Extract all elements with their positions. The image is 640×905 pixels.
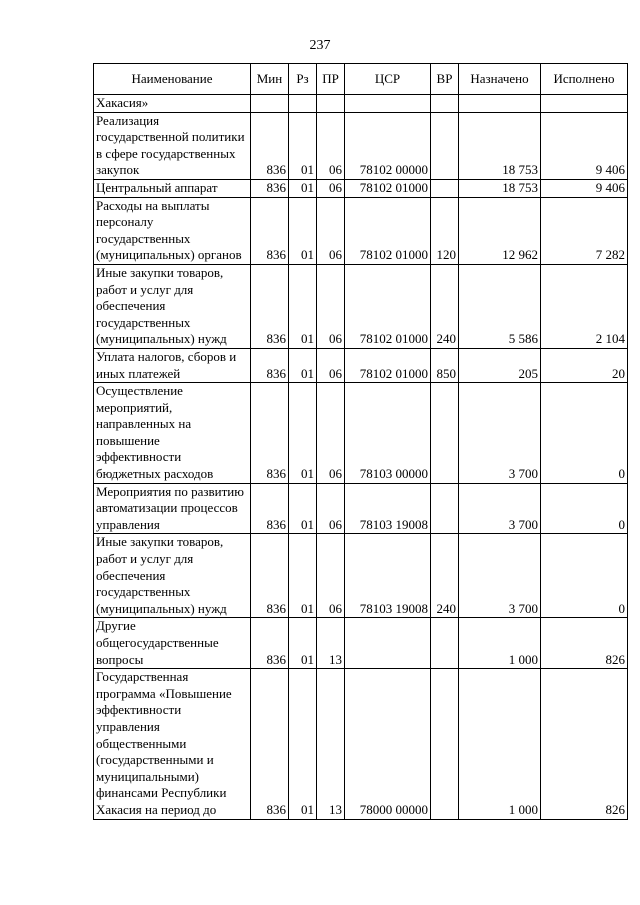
- cell-rz: 01: [289, 112, 317, 179]
- cell-min: 836: [251, 383, 289, 484]
- cell-pr: 13: [317, 618, 345, 669]
- cell-assigned: [459, 95, 541, 113]
- cell-executed: 0: [541, 483, 628, 534]
- cell-executed: 826: [541, 618, 628, 669]
- cell-rz: 01: [289, 264, 317, 348]
- cell-min: 836: [251, 483, 289, 534]
- cell-pr: 06: [317, 348, 345, 382]
- cell-name: Иные закупки товаров, работ и услуг для обеспечения государственных (муниципальных) нужд: [94, 534, 251, 618]
- cell-vr: [431, 618, 459, 669]
- cell-csr: [345, 95, 431, 113]
- cell-pr: 06: [317, 483, 345, 534]
- cell-min: 836: [251, 534, 289, 618]
- cell-pr: 06: [317, 112, 345, 179]
- cell-vr: [431, 179, 459, 197]
- table-row: [94, 112, 628, 179]
- cell-vr: [431, 483, 459, 534]
- cell-csr: 78102 00000: [345, 112, 431, 179]
- cell-name: Государственная программа «Повышение эффективности управления общественными (государственными и муниципальными) финансами Республики Хакасия на период до: [94, 669, 251, 819]
- cell-executed: 0: [541, 383, 628, 484]
- cell-assigned: 3 700: [459, 383, 541, 484]
- cell-executed: 2 104: [541, 264, 628, 348]
- col-header-vr: ВР: [431, 64, 459, 95]
- cell-vr: [431, 112, 459, 179]
- cell-rz: 01: [289, 348, 317, 382]
- table-row: [94, 264, 628, 348]
- table-row: [94, 197, 628, 264]
- cell-rz: [289, 95, 317, 113]
- table-row: [94, 669, 628, 819]
- cell-rz: 01: [289, 197, 317, 264]
- cell-pr: 06: [317, 383, 345, 484]
- cell-executed: 826: [541, 669, 628, 819]
- cell-min: 836: [251, 348, 289, 382]
- cell-csr: [345, 618, 431, 669]
- table-row: [94, 348, 628, 382]
- cell-executed: 0: [541, 534, 628, 618]
- cell-executed: 9 406: [541, 179, 628, 197]
- cell-rz: 01: [289, 669, 317, 819]
- col-header-pr: ПР: [317, 64, 345, 95]
- cell-vr: [431, 669, 459, 819]
- cell-min: 836: [251, 197, 289, 264]
- cell-pr: 06: [317, 197, 345, 264]
- cell-min: 836: [251, 179, 289, 197]
- cell-assigned: 12 962: [459, 197, 541, 264]
- cell-pr: [317, 95, 345, 113]
- cell-vr: 240: [431, 534, 459, 618]
- cell-csr: 78103 19008: [345, 534, 431, 618]
- cell-vr: 120: [431, 197, 459, 264]
- budget-table: [93, 63, 628, 820]
- cell-pr: 06: [317, 264, 345, 348]
- cell-rz: 01: [289, 383, 317, 484]
- cell-min: 836: [251, 669, 289, 819]
- table-row: [94, 534, 628, 618]
- table-row: [94, 179, 628, 197]
- cell-csr: 78103 19008: [345, 483, 431, 534]
- cell-name: Расходы на выплаты персоналу государственных (муниципальных) органов: [94, 197, 251, 264]
- col-header-executed: Исполнено: [541, 64, 628, 95]
- cell-vr: 850: [431, 348, 459, 382]
- table-row: [94, 483, 628, 534]
- table-row: [94, 383, 628, 484]
- cell-pr: 13: [317, 669, 345, 819]
- col-header-name: Наименование: [94, 64, 251, 95]
- cell-min: [251, 95, 289, 113]
- cell-rz: 01: [289, 179, 317, 197]
- cell-assigned: 18 753: [459, 112, 541, 179]
- cell-executed: [541, 95, 628, 113]
- cell-name: Уплата налогов, сборов и иных платежей: [94, 348, 251, 382]
- cell-rz: 01: [289, 483, 317, 534]
- cell-csr: 78102 01000: [345, 197, 431, 264]
- cell-executed: 7 282: [541, 197, 628, 264]
- cell-vr: [431, 383, 459, 484]
- cell-csr: 78000 00000: [345, 669, 431, 819]
- cell-assigned: 18 753: [459, 179, 541, 197]
- col-header-rz: Рз: [289, 64, 317, 95]
- cell-assigned: 3 700: [459, 534, 541, 618]
- cell-min: 836: [251, 264, 289, 348]
- cell-executed: 20: [541, 348, 628, 382]
- cell-vr: [431, 95, 459, 113]
- cell-name: Реализация государственной политики в сфере государственных закупок: [94, 112, 251, 179]
- cell-pr: 06: [317, 179, 345, 197]
- cell-csr: 78102 01000: [345, 179, 431, 197]
- cell-assigned: 1 000: [459, 618, 541, 669]
- col-header-csr: ЦСР: [345, 64, 431, 95]
- cell-min: 836: [251, 112, 289, 179]
- cell-pr: 06: [317, 534, 345, 618]
- page-number: 237: [309, 38, 331, 53]
- cell-name: Осуществление мероприятий, направленных на повышение эффективности бюджетных расходов: [94, 383, 251, 484]
- cell-rz: 01: [289, 534, 317, 618]
- cell-vr: 240: [431, 264, 459, 348]
- header-row: [94, 64, 628, 95]
- cell-assigned: 5 586: [459, 264, 541, 348]
- cell-name: Центральный аппарат: [94, 179, 251, 197]
- cell-assigned: 205: [459, 348, 541, 382]
- cell-assigned: 3 700: [459, 483, 541, 534]
- cell-csr: 78102 01000: [345, 264, 431, 348]
- cell-csr: 78102 01000: [345, 348, 431, 382]
- col-header-assigned: Назначено: [459, 64, 541, 95]
- cell-name: Мероприятия по развитию автоматизации процессов управления: [94, 483, 251, 534]
- cell-name: Хакасия»: [94, 95, 251, 113]
- table-row: [94, 618, 628, 669]
- cell-assigned: 1 000: [459, 669, 541, 819]
- cell-csr: 78103 00000: [345, 383, 431, 484]
- cell-rz: 01: [289, 618, 317, 669]
- cell-min: 836: [251, 618, 289, 669]
- col-header-min: Мин: [251, 64, 289, 95]
- cell-name: Другие общегосударственные вопросы: [94, 618, 251, 669]
- table-row: [94, 95, 628, 113]
- cell-executed: 9 406: [541, 112, 628, 179]
- cell-name: Иные закупки товаров, работ и услуг для обеспечения государственных (муниципальных) нужд: [94, 264, 251, 348]
